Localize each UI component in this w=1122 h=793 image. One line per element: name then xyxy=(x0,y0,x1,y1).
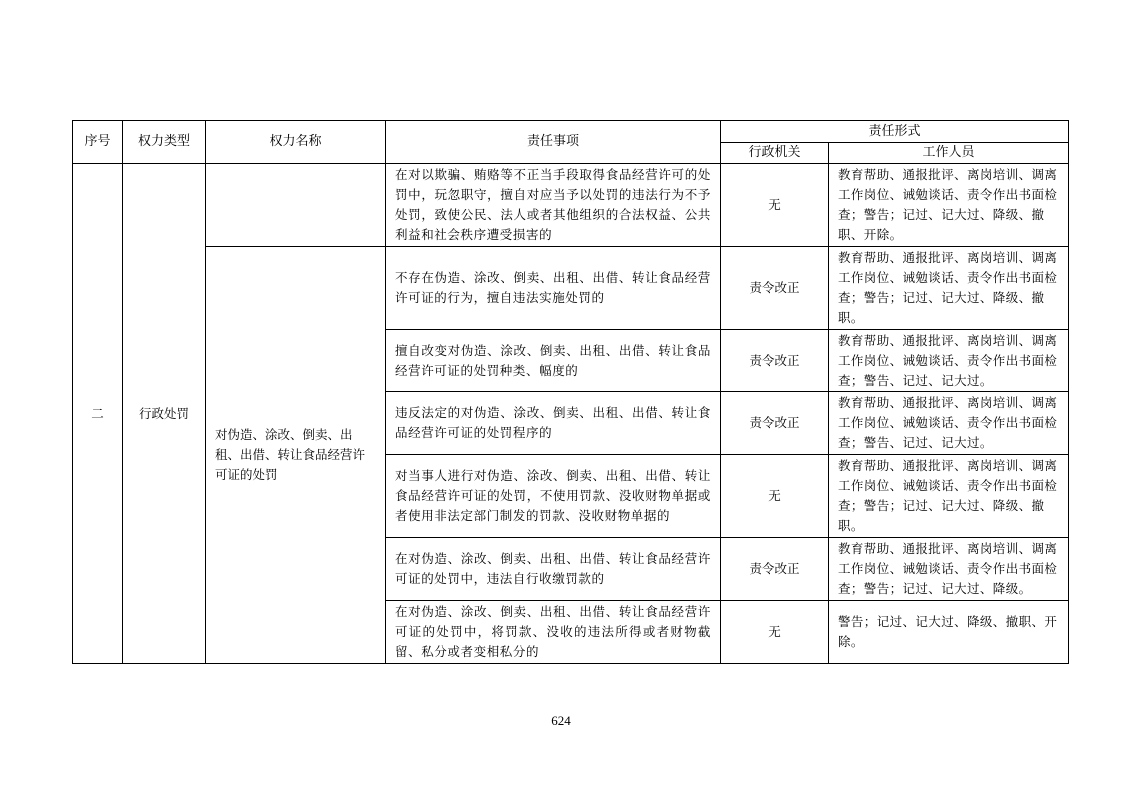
organ-cell: 责令改正 xyxy=(721,538,829,601)
seq-cell: 二 xyxy=(73,164,123,664)
duty-cell: 擅自改变对伪造、涂改、倒卖、出租、出借、转让食品经营许可证的处罚种类、幅度的 xyxy=(386,330,721,392)
duty-cell: 对当事人进行对伪造、涂改、倒卖、出租、出借、转让食品经营许可证的处罚，不使用罚款、没收财物单据或者使用非法定部门制发的罚款、没收财物单据的 xyxy=(386,455,721,538)
header-power-type: 权力类型 xyxy=(123,121,206,164)
duty-cell: 不存在伪造、涂改、倒卖、出租、出借、转让食品经营许可证的行为，擅自违法实施处罚的 xyxy=(386,247,721,330)
header-power-name: 权力名称 xyxy=(206,121,386,164)
organ-cell: 无 xyxy=(721,164,829,247)
staff-cell: 教育帮助、通报批评、离岗培训、调离工作岗位、诫勉谈话、责令作出书面检查；警告；记过、记大过、降级。 xyxy=(829,538,1069,601)
staff-cell: 教育帮助、通报批评、离岗培训、调离工作岗位、诫勉谈话、责令作出书面检查；警告；记过、记大过、降级、撤职。 xyxy=(829,247,1069,330)
organ-cell: 无 xyxy=(721,455,829,538)
duty-cell: 在对以欺骗、贿赂等不正当手段取得食品经营许可的处罚中，玩忽职守，擅自对应当予以处罚的违法行为不予处罚，致使公民、法人或者其他组织的合法权益、公共利益和社会秩序遭受损害的 xyxy=(386,164,721,247)
responsibility-table xyxy=(72,120,1069,664)
power-name-cell: 对伪造、涂改、倒卖、出租、出借、转让食品经营许可证的处罚 xyxy=(206,247,386,664)
duty-cell: 在对伪造、涂改、倒卖、出租、出借、转让食品经营许可证的处罚中，违法自行收缴罚款的 xyxy=(386,538,721,601)
organ-cell: 责令改正 xyxy=(721,330,829,392)
power-name-empty-cell xyxy=(206,164,386,247)
page-number: 624 xyxy=(551,713,571,728)
power-type-cell: 行政处罚 xyxy=(123,164,206,664)
staff-cell: 教育帮助、通报批评、离岗培训、调离工作岗位、诫勉谈话、责令作出书面检查；警告、记过、记大过。 xyxy=(829,330,1069,392)
organ-cell: 责令改正 xyxy=(721,392,829,455)
header-seq: 序号 xyxy=(73,121,123,164)
staff-cell: 教育帮助、通报批评、离岗培训、调离工作岗位、诫勉谈话、责令作出书面检查；警告；记过、记大过、降级、撤职。 xyxy=(829,455,1069,538)
staff-cell: 教育帮助、通报批评、离岗培训、调离工作岗位、诫勉谈话、责令作出书面检查；警告；记过、记大过、降级、撤职、开除。 xyxy=(829,164,1069,247)
header-duty: 责任事项 xyxy=(386,121,721,164)
header-admin-organ: 行政机关 xyxy=(721,143,829,164)
table-row xyxy=(73,164,1069,247)
duty-cell: 在对伪造、涂改、倒卖、出租、出借、转让食品经营许可证的处罚中，将罚款、没收的违法所得或者财物截留、私分或者变相私分的 xyxy=(386,601,721,664)
header-responsibility-form: 责任形式 xyxy=(721,121,1069,143)
duty-cell: 违反法定的对伪造、涂改、倒卖、出租、出借、转让食品经营许可证的处罚程序的 xyxy=(386,392,721,455)
header-staff: 工作人员 xyxy=(829,143,1069,164)
staff-cell: 教育帮助、通报批评、离岗培训、调离工作岗位、诫勉谈话、责令作出书面检查；警告、记过、记大过。 xyxy=(829,392,1069,455)
organ-cell: 责令改正 xyxy=(721,247,829,330)
organ-cell: 无 xyxy=(721,601,829,664)
table-row xyxy=(73,247,1069,330)
staff-cell: 警告；记过、记大过、降级、撤职、开除。 xyxy=(829,601,1069,664)
